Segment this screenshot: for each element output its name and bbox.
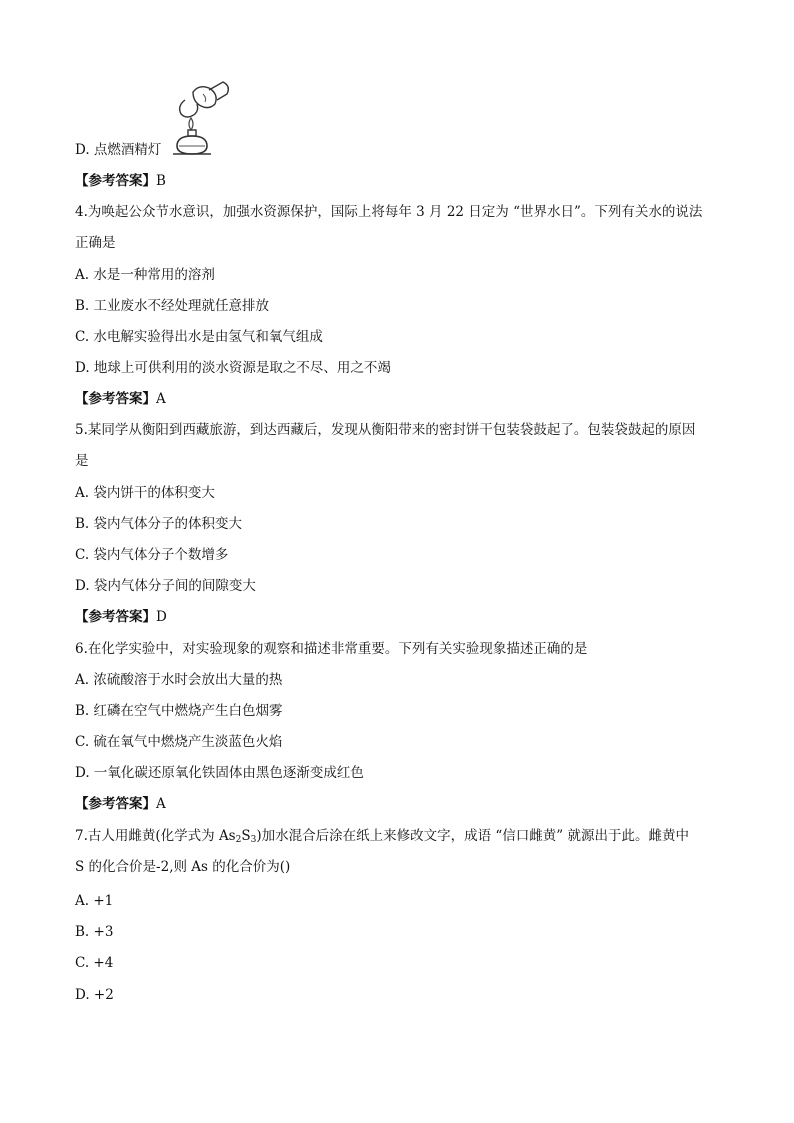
option-b: B. 工业废水不经处理就任意排放 xyxy=(75,298,270,314)
subscript: 3 xyxy=(250,835,257,845)
answer-label: 【参考答案】 xyxy=(75,609,156,625)
answer-value: A xyxy=(156,391,166,407)
option-a: A. 袋内饼干的体积变大 xyxy=(75,485,215,501)
answer-q4 xyxy=(75,390,166,408)
stem-text: S xyxy=(241,828,251,844)
question-4-stem-line1: 4.为唤起公众节水意识，加强水资源保护，国际上将每年 3 月 22 日定为 “世界水日”。下列有关水的说法 xyxy=(75,204,703,220)
option-a: A. +1 xyxy=(75,893,114,909)
option-c: C. 袋内气体分子个数增多 xyxy=(75,547,229,563)
answer-label: 【参考答案】 xyxy=(75,173,156,189)
question-5-stem-line2: 是 xyxy=(75,453,89,469)
option-d: D. 地球上可供利用的淡水资源是取之不尽、用之不竭 xyxy=(75,360,391,376)
question-7-stem-line2: S 的化合价是-2,则 As 的化合价为() xyxy=(75,859,291,875)
option-b: B. 袋内气体分子的体积变大 xyxy=(75,516,243,532)
option-a: A. 浓硫酸溶于水时会放出大量的热 xyxy=(75,672,283,688)
option-d: D. 点燃酒精灯 xyxy=(75,142,162,158)
answer-value: D xyxy=(156,609,167,625)
answer-q6 xyxy=(75,795,166,813)
option-b: B. 红磷在空气中燃烧产生白色烟雾 xyxy=(75,703,283,719)
stem-text: )加水混合后涂在纸上来修改文字，成语 “信口雌黄” 就源出于此。雌黄中 xyxy=(256,828,689,844)
option-b: B. +3 xyxy=(75,924,114,940)
answer-label: 【参考答案】 xyxy=(75,391,156,407)
question-5-stem-line1: 5.某同学从衡阳到西藏旅游，到达西藏后，发现从衡阳带来的密封饼干包装袋鼓起了。包装袋鼓起的原因 xyxy=(75,422,696,438)
stem-text: 7.古人用雌黄(化学式为 As xyxy=(75,828,236,844)
option-d: D. 袋内气体分子间的间隙变大 xyxy=(75,578,256,594)
answer-value: A xyxy=(156,796,166,812)
answer-value: B xyxy=(156,173,166,189)
question-4-stem-line2: 正确是 xyxy=(75,235,116,251)
subscript: 2 xyxy=(235,835,242,845)
alcohol-lamp-lighting-figure xyxy=(163,80,239,160)
answer-q5 xyxy=(75,608,167,626)
option-d: D. 一氧化碳还原氧化铁固体由黑色逐渐变成红色 xyxy=(75,765,364,781)
answer-label: 【参考答案】 xyxy=(75,796,156,812)
option-c: C. +4 xyxy=(75,955,114,971)
option-a: A. 水是一种常用的溶剂 xyxy=(75,267,215,283)
option-d: D. +2 xyxy=(75,987,114,1003)
answer-q3 xyxy=(75,172,166,190)
option-c: C. 水电解实验得出水是由氢气和氧气组成 xyxy=(75,329,323,345)
question-6-stem-line1: 6.在化学实验中，对实验现象的观察和描述非常重要。下列有关实验现象描述正确的是 xyxy=(75,641,588,657)
option-c: C. 硫在氧气中燃烧产生淡蓝色火焰 xyxy=(75,734,283,750)
question-7-stem-line1 xyxy=(75,827,689,849)
